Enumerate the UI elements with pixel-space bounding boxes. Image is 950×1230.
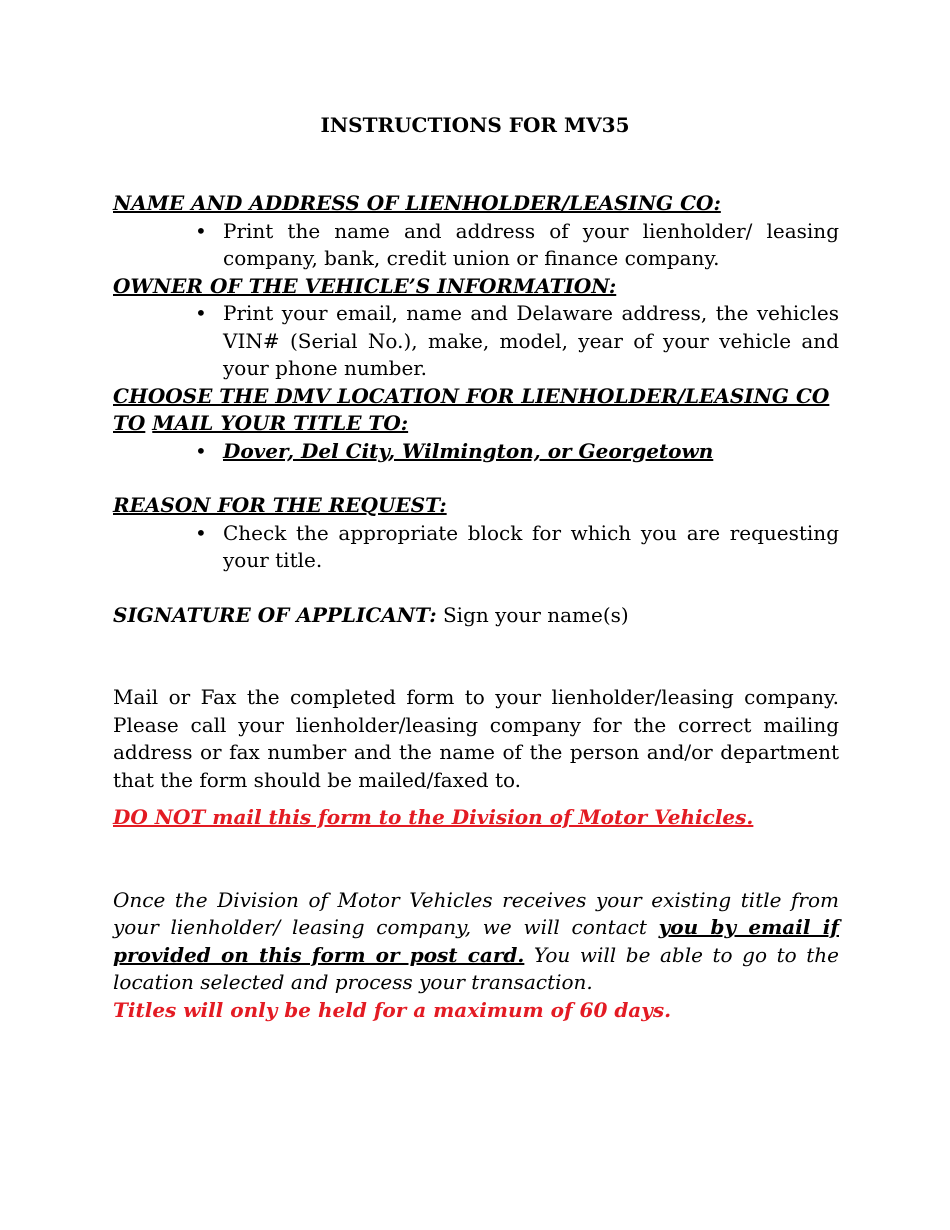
hold-notice: Titles will only be held for a maximum of 60 days. bbox=[113, 997, 672, 1022]
location-heading-line1: CHOOSE THE DMV LOCATION FOR LIENHOLDER/LEASING CO bbox=[113, 383, 830, 408]
bullet-icon: • bbox=[195, 520, 207, 545]
bullet-icon: • bbox=[195, 301, 207, 325]
reason-bullet-text: Check the appropriate block for which you are requesting your title. bbox=[223, 520, 839, 572]
bullet-icon: • bbox=[195, 218, 207, 243]
do-not-mail-warning: DO NOT mail this form to the Division of Motor Vehicles. bbox=[113, 805, 754, 829]
signature-label: SIGNATURE OF APPLICANT: bbox=[113, 602, 437, 627]
document-body bbox=[113, 190, 839, 1024]
owner-bullet-text: Print your email, name and Delaware address, the vehicles VIN# (Serial No.), make, model, year of your vehicle and your phone number. bbox=[223, 301, 839, 380]
mail-paragraph: Mail or Fax the completed form to your lienholder/leasing company. Please call your lienholder/leasing company for the correct mailing address or fax number and the name of the person and/or department that the form should be mailed/faxed to. bbox=[113, 685, 839, 792]
reason-bullet bbox=[113, 520, 839, 575]
lienholder-bullet bbox=[113, 218, 839, 273]
signature-instruction: Sign your name(s) bbox=[442, 602, 629, 627]
page-title: INSTRUCTIONS FOR MV35 bbox=[320, 113, 630, 137]
final-paragraph-part1: Once the Division of Motor Vehicles receives your existing title from your lienholder/ leasing company, we will contact bbox=[113, 887, 839, 939]
location-bullet bbox=[113, 438, 839, 466]
lienholder-bullet-text: Print the name and address of your lienholder/ leasing company, bank, credit union or finance company. bbox=[223, 218, 839, 270]
final-paragraph bbox=[113, 887, 839, 997]
final-paragraph-part2: You will be able to go to the location selected and process your transaction. bbox=[113, 942, 839, 994]
location-heading-rest: MAIL YOUR TITLE TO: bbox=[152, 411, 409, 435]
owner-heading: OWNER OF THE VEHICLE’S INFORMATION: bbox=[113, 273, 617, 298]
location-heading-line2 bbox=[113, 410, 839, 438]
owner-bullet bbox=[113, 300, 839, 383]
final-paragraph-emphasis: you by email if provided on this form or post card. bbox=[113, 915, 839, 967]
signature-line bbox=[113, 602, 839, 630]
lienholder-heading: NAME AND ADDRESS OF LIENHOLDER/LEASING CO: bbox=[113, 191, 721, 215]
reason-heading: REASON FOR THE REQUEST: bbox=[113, 493, 447, 517]
bullet-icon: • bbox=[195, 438, 207, 463]
location-options-text: Dover, Del City, Wilmington, or Georgetown bbox=[223, 438, 714, 463]
location-heading-to: TO bbox=[113, 411, 146, 435]
